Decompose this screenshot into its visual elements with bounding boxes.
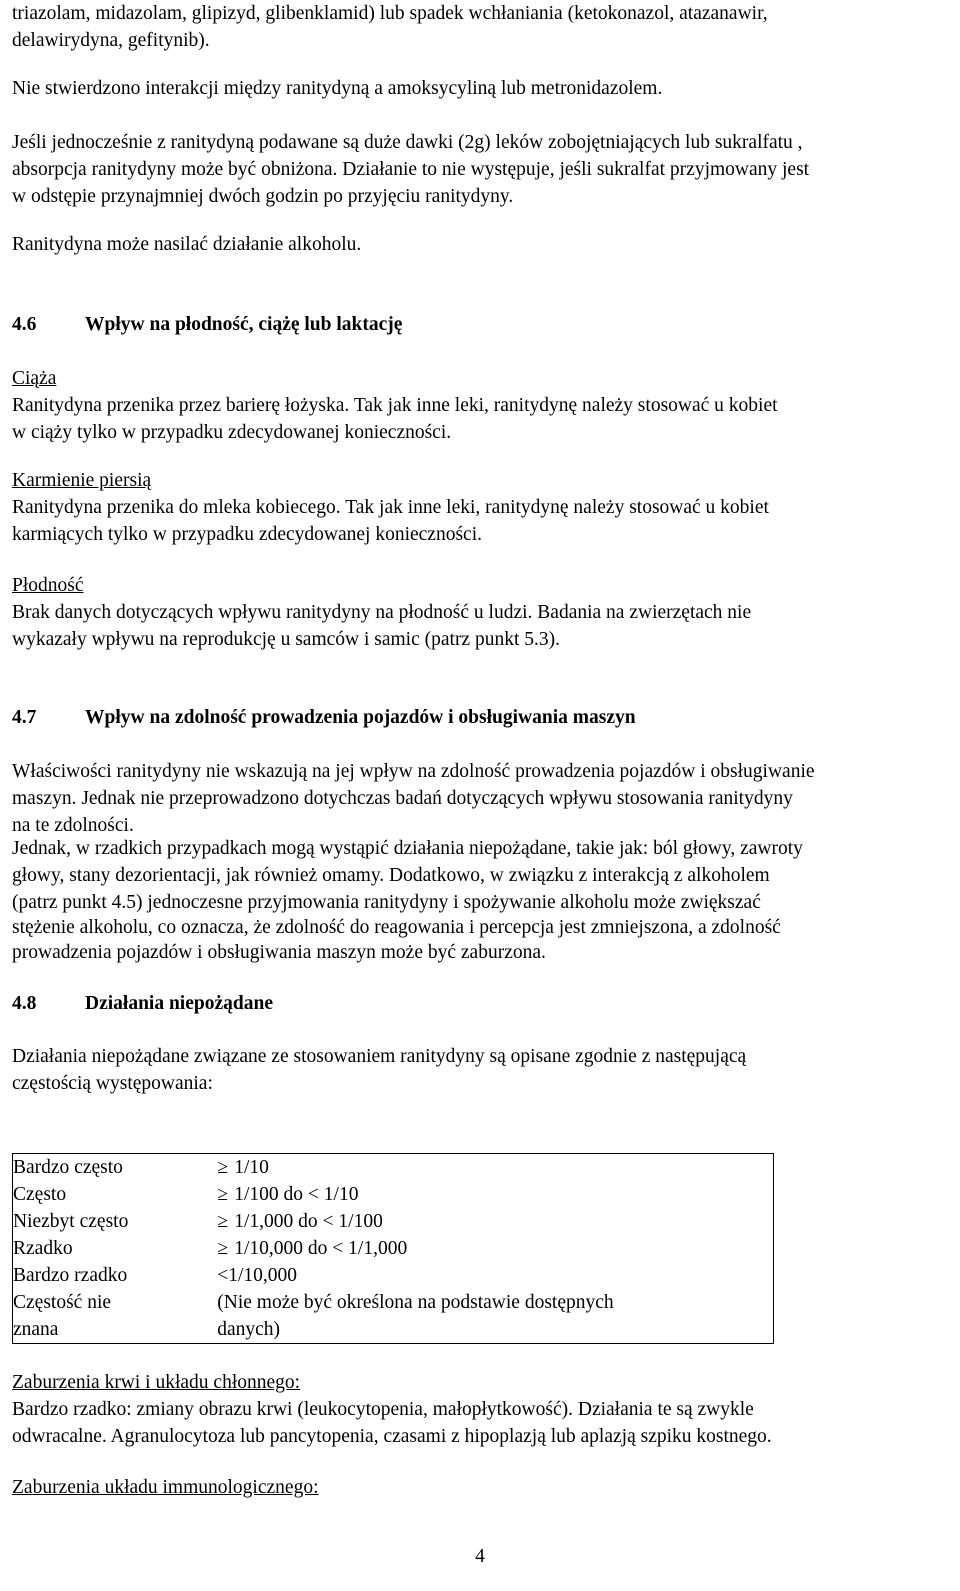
frequency-range: 1/100 do < 1/10 (234, 1184, 359, 1205)
breastfeeding-line-1: Ranitydyna przenika do mleka kobiecego. Tak jak inne leki, ranitydynę należy stosować u kobiet (12, 497, 769, 518)
driving-line-1: Właściwości ranitydyny nie wskazują na jej wpływ na zdolność prowadzenia pojazdów i obsługiwanie (12, 761, 815, 782)
pregnancy-line-2: w ciąży tylko w przypadku zdecydowanej konieczności. (12, 422, 452, 443)
frequency-value (206, 1208, 773, 1235)
section-4-6-heading (12, 311, 950, 338)
driving-line-8: prowadzenia pojazdów i obsługiwania maszyn może być zaburzona. (12, 942, 546, 963)
frequency-label (13, 1289, 207, 1344)
adverse-intro-line-2: częstością występowania: (12, 1073, 213, 1094)
geq-symbol: ≥ (217, 1157, 228, 1178)
frequency-value (206, 1289, 773, 1344)
immune-disorders-heading: Zaburzenia układu immunologicznego: (12, 1477, 319, 1498)
frequency-value (206, 1181, 773, 1208)
fertility-heading: Płodność (12, 575, 84, 596)
frequency-value (206, 1154, 773, 1182)
blood-disorders-line-2: odwracalne. Agranulocytoza lub pancytopenia, czasami z hipoplazją lub aplazją szpiku kostnego. (12, 1426, 772, 1447)
pregnancy-line-1: Ranitydyna przenika przez barierę łożyska. Tak jak inne leki, ranitydynę należy stosować u kobiet (12, 395, 778, 416)
frequency-value (206, 1235, 773, 1262)
table-row (13, 1289, 774, 1344)
intro-line-2: delawirydyna, gefitynib). (12, 30, 210, 51)
driving-line-4: Jednak, w rzadkich przypadkach mogą wystąpić działania niepożądane, takie jak: ból głowy, zawroty (12, 838, 803, 859)
frequency-label: Często (13, 1184, 67, 1205)
breastfeeding-line-2: karmiących tylko w przypadku zdecydowanej konieczności. (12, 524, 482, 545)
frequency-label: Bardzo rzadko (13, 1265, 128, 1286)
section-4-7-heading (12, 704, 950, 731)
driving-line-7: stężenie alkoholu, co oznacza, że zdolność do reagowania i percepcja jest zmniejszona, a zdolność (12, 917, 781, 938)
section-title: Wpływ na płodność, ciążę lub laktację (85, 314, 403, 335)
frequency-range: 1/1,000 do < 1/100 (234, 1211, 383, 1232)
geq-symbol: ≥ (217, 1238, 228, 1259)
table-row (13, 1208, 774, 1235)
fertility-line-2: wykazały wpływu na reprodukcję u samców i samic (patrz punkt 5.3). (12, 629, 560, 650)
section-number: 4.8 (12, 993, 37, 1014)
table-row (13, 1154, 774, 1182)
driving-line-6: (patrz punkt 4.5) jednoczesne przyjmowania ranitydyny i spożywanie alkoholu może zwiększać (12, 892, 761, 913)
frequency-value: <1/10,000 (217, 1265, 298, 1286)
intro-line-1: triazolam, midazolam, glipizyd, glibenklamid) lub spadek wchłaniania (ketokonazol, atazanawir, (12, 3, 768, 24)
frequency-value-line: danych) (217, 1319, 281, 1340)
section-4-8-heading (12, 990, 950, 1017)
frequency-range: 1/10,000 do < 1/1,000 (234, 1238, 408, 1259)
blood-disorders-heading: Zaburzenia krwi i układu chłonnego: (12, 1372, 301, 1393)
table-row (13, 1262, 774, 1289)
frequency-table (12, 1153, 774, 1344)
driving-line-3: na te zdolności. (12, 815, 134, 836)
table-row (13, 1181, 774, 1208)
antacid-line-1: Jeśli jednocześnie z ranitydyną podawane są duże dawki (2g) leków zobojętniających lub sukralfatu , (12, 132, 803, 153)
page-number: 4 (475, 1546, 485, 1567)
section-title: Działania niepożądane (85, 993, 273, 1014)
section-number: 4.6 (12, 314, 37, 335)
frequency-label-line: znana (13, 1319, 59, 1340)
antacid-line-2: absorpcja ranitydyny może być obniżona. Działanie to nie występuje, jeśli sukralfat przyjmowany jest (12, 159, 810, 180)
section-number: 4.7 (12, 707, 37, 728)
section-title: Wpływ na zdolność prowadzenia pojazdów i obsługiwania maszyn (85, 707, 636, 728)
interaction-paragraph: Nie stwierdzono interakcji między ranitydyną a amoksycyliną lub metronidazolem. (12, 78, 663, 99)
breastfeeding-heading: Karmienie piersią (12, 470, 152, 491)
frequency-label: Rzadko (13, 1238, 73, 1259)
frequency-label: Bardzo często (13, 1157, 123, 1178)
fertility-line-1: Brak danych dotyczących wpływu ranitydyny na płodność u ludzi. Badania na zwierzętach nie (12, 602, 752, 623)
geq-symbol: ≥ (217, 1211, 228, 1232)
adverse-intro-line-1: Działania niepożądane związane ze stosowaniem ranitydyny są opisane zgodnie z następującą (12, 1046, 747, 1067)
frequency-range: 1/10 (234, 1157, 269, 1178)
frequency-label: Niezbyt często (13, 1211, 129, 1232)
frequency-value-line: (Nie może być określona na podstawie dostępnych (217, 1292, 614, 1313)
table-row (13, 1235, 774, 1262)
antacid-line-3: w odstępie przynajmniej dwóch godzin po przyjęciu ranitydyny. (12, 186, 514, 207)
alcohol-paragraph: Ranitydyna może nasilać działanie alkoholu. (12, 234, 362, 255)
blood-disorders-line-1: Bardzo rzadko: zmiany obrazu krwi (leukocytopenia, małopłytkowość). Działania te są zwykle (12, 1399, 754, 1420)
geq-symbol: ≥ (217, 1184, 228, 1205)
pregnancy-heading: Ciąża (12, 368, 57, 389)
driving-line-5: głowy, stany dezorientacji, jak również omamy. Dodatkowo, w związku z interakcją z alkoholem (12, 865, 770, 886)
frequency-label-line: Częstość nie (13, 1292, 112, 1313)
driving-line-2: maszyn. Jednak nie przeprowadzono dotychczas badań dotyczących wpływu stosowania ranitydyny (12, 788, 793, 809)
